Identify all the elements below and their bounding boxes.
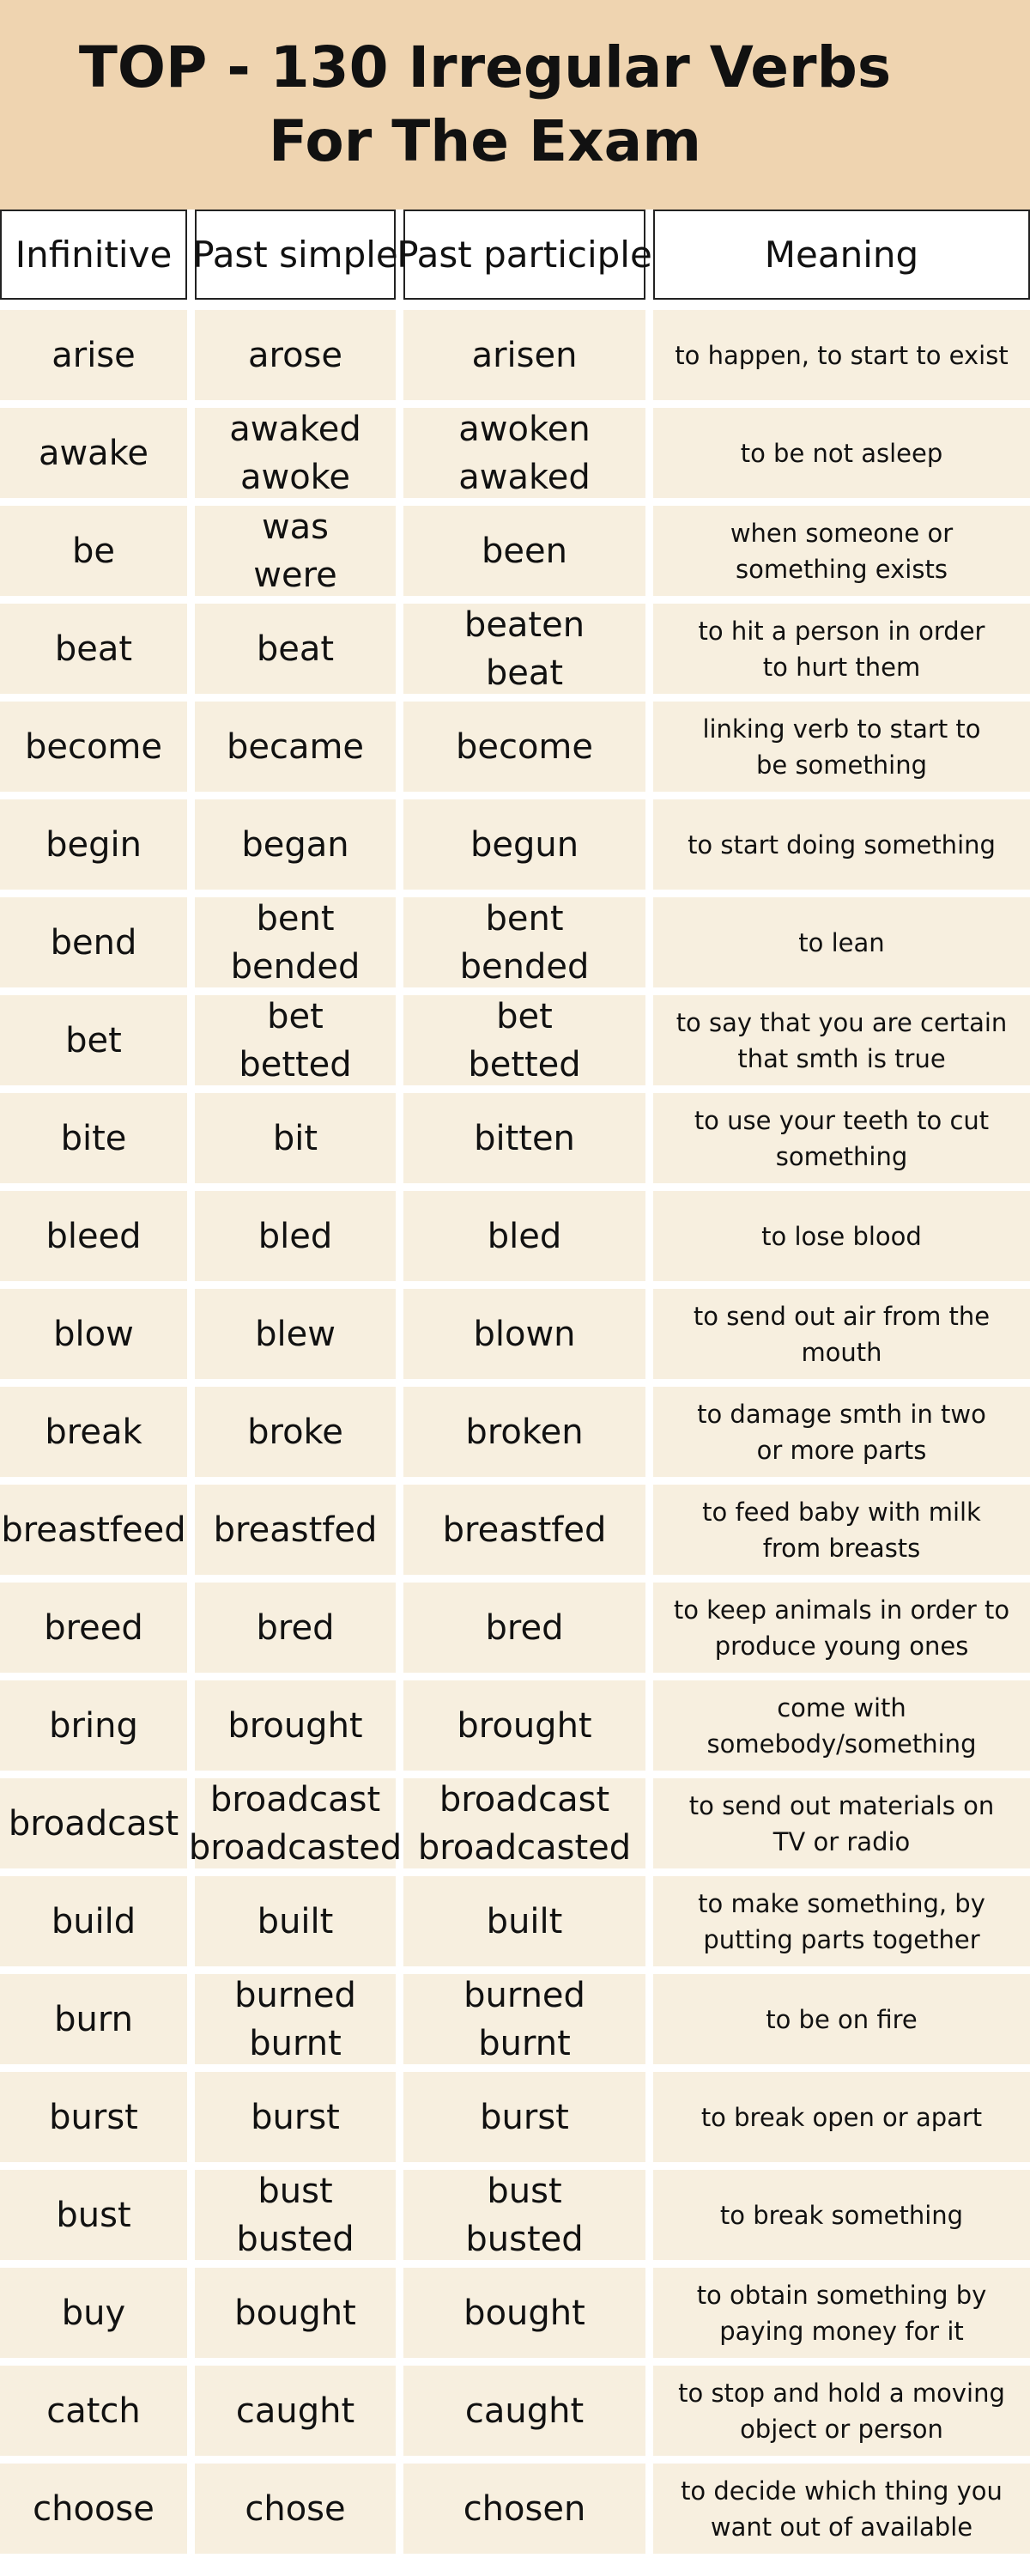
cell-infinitive-text: build <box>51 1901 136 1941</box>
cell-past-participle <box>403 1680 645 1771</box>
cell-meaning <box>653 506 1030 596</box>
cell-infinitive-text: bite <box>60 1118 127 1158</box>
cell-meaning <box>653 2072 1030 2162</box>
cell-past-simple-text: bust <box>258 2171 333 2211</box>
cell-meaning-text: mouth <box>801 1337 882 1367</box>
cell-meaning-text: to be on fire <box>766 2004 918 2034</box>
cell-infinitive <box>0 2170 187 2260</box>
cell-infinitive-text: break <box>45 1412 142 1452</box>
cell-meaning-text: when someone or <box>730 518 954 548</box>
cell-past-participle-text: breastfed <box>442 1510 607 1550</box>
cell-meaning-text: to obtain something by <box>696 2280 987 2310</box>
cell-past-simple-text: built <box>257 1901 334 1941</box>
cell-meaning <box>653 897 1030 987</box>
cell-past-simple-text: bought <box>234 2293 356 2333</box>
cell-meaning-text: come with <box>777 1692 906 1722</box>
cell-past-participle <box>403 1093 645 1183</box>
cell-past-simple <box>195 1191 396 1281</box>
cell-infinitive-text: burst <box>49 2097 138 2137</box>
cell-infinitive <box>0 1387 187 1477</box>
cell-past-participle <box>403 1485 645 1575</box>
column-header-infinitive: Infinitive <box>0 210 187 300</box>
cell-past-participle <box>403 604 645 694</box>
cell-past-participle <box>403 1974 645 2064</box>
cell-past-simple-text: bit <box>272 1118 318 1158</box>
cell-past-simple-text: burned <box>234 1975 356 2015</box>
cell-infinitive <box>0 2268 187 2358</box>
cell-infinitive <box>0 1583 187 1673</box>
cell-past-simple <box>195 1093 396 1183</box>
cell-past-simple-text: bended <box>230 946 360 987</box>
cell-past-simple-text: was <box>261 507 330 547</box>
cell-past-participle-text: busted <box>465 2219 584 2259</box>
cell-infinitive-text: be <box>72 531 115 571</box>
cell-past-simple-text: breastfed <box>213 1510 378 1550</box>
cell-past-simple-text: became <box>226 726 365 767</box>
cell-meaning <box>653 1289 1030 1379</box>
cell-past-participle <box>403 1583 645 1673</box>
cell-infinitive <box>0 1485 187 1575</box>
cell-meaning <box>653 2170 1030 2260</box>
cell-past-simple <box>195 2366 396 2456</box>
cell-past-participle <box>403 2464 645 2554</box>
cell-meaning-text: something <box>775 1141 908 1171</box>
cell-infinitive-text: broadcast <box>8 1803 179 1844</box>
cell-past-participle-text: broadcast <box>439 1779 610 1820</box>
cell-infinitive-text: breastfeed <box>1 1510 186 1550</box>
cell-meaning-text: or more parts <box>756 1435 927 1465</box>
cell-past-participle <box>403 995 645 1085</box>
cell-past-participle-text: chosen <box>463 2488 586 2529</box>
column-header-past-participle: Past participle <box>403 210 645 300</box>
cell-past-participle-text: caught <box>464 2391 585 2431</box>
cell-infinitive-text: awake <box>38 433 149 473</box>
cell-infinitive <box>0 1191 187 1281</box>
cell-past-participle-text: bet <box>496 996 553 1036</box>
cell-meaning-text: to decide which thing you <box>681 2476 1003 2506</box>
cell-past-participle-text: blown <box>473 1314 576 1354</box>
cell-past-simple <box>195 1680 396 1771</box>
cell-past-simple-text: awoke <box>239 457 351 497</box>
cell-meaning <box>653 408 1030 498</box>
cell-meaning <box>653 1778 1030 1868</box>
cell-infinitive <box>0 702 187 792</box>
cell-infinitive-text: bet <box>65 1020 122 1060</box>
cell-past-participle-text: bred <box>485 1607 564 1648</box>
cell-past-participle <box>403 506 645 596</box>
cell-past-participle-text: bitten <box>474 1118 575 1158</box>
cell-infinitive <box>0 604 187 694</box>
cell-meaning-text: putting parts together <box>703 1924 980 1954</box>
cell-past-simple <box>195 2268 396 2358</box>
cell-past-simple-text: burst <box>251 2097 340 2137</box>
cell-past-participle <box>403 702 645 792</box>
cell-past-simple-text: busted <box>236 2219 354 2259</box>
cell-meaning-text: something exists <box>736 554 948 584</box>
column-header-past-simple: Past simple <box>195 210 396 300</box>
cell-infinitive-text: arise <box>52 335 136 375</box>
cell-past-simple-text: betted <box>239 1044 352 1084</box>
cell-past-participle <box>403 2170 645 2260</box>
cell-infinitive-text: bust <box>56 2195 131 2235</box>
cell-meaning-text: from breasts <box>762 1533 921 1563</box>
cell-past-participle-text: beaten <box>464 605 585 645</box>
cell-infinitive <box>0 2366 187 2456</box>
cell-infinitive <box>0 310 187 400</box>
cell-past-simple <box>195 1289 396 1379</box>
cell-meaning <box>653 702 1030 792</box>
cell-meaning <box>653 310 1030 400</box>
title-line-1: TOP - 130 Irregular Verbs <box>78 34 892 100</box>
cell-meaning <box>653 1485 1030 1575</box>
cell-meaning-text: paying money for it <box>719 2316 964 2346</box>
cell-past-participle-text: burned <box>464 1975 585 2015</box>
cell-past-participle-text: burst <box>480 2097 569 2137</box>
cell-past-participle <box>403 310 645 400</box>
cell-infinitive-text: bend <box>50 922 137 963</box>
cell-past-simple <box>195 1876 396 1966</box>
cell-meaning <box>653 799 1030 890</box>
cell-past-simple-text: burnt <box>249 2023 342 2063</box>
cell-infinitive-text: bleed <box>45 1216 142 1256</box>
cell-past-simple-text: caught <box>235 2391 355 2431</box>
cell-past-simple-text: began <box>241 824 349 865</box>
cell-meaning-text: to keep animals in order to <box>673 1595 1010 1625</box>
cell-infinitive-text: begin <box>45 824 142 865</box>
cell-infinitive <box>0 995 187 1085</box>
cell-infinitive-text: breed <box>44 1607 143 1648</box>
cell-meaning <box>653 2268 1030 2358</box>
cell-past-participle <box>403 1778 645 1868</box>
cell-meaning-text: to break something <box>719 2200 964 2230</box>
cell-meaning-text: to say that you are certain <box>676 1007 1008 1037</box>
cell-infinitive <box>0 2464 187 2554</box>
cell-meaning <box>653 2366 1030 2456</box>
cell-meaning <box>653 1680 1030 1771</box>
cell-past-simple-text: were <box>253 555 337 595</box>
cell-past-participle-text: become <box>455 726 594 767</box>
cell-meaning-text: to feed baby with milk <box>702 1497 981 1527</box>
cell-infinitive-text: choose <box>33 2488 154 2529</box>
cell-past-simple-text: bred <box>256 1607 335 1648</box>
cell-meaning-text: to be not asleep <box>740 438 943 468</box>
cell-infinitive-text: catch <box>46 2391 141 2431</box>
cell-past-participle <box>403 1191 645 1281</box>
cell-past-simple-text: brought <box>227 1705 363 1746</box>
cell-past-participle-text: bought <box>464 2293 585 2333</box>
cell-past-simple <box>195 702 396 792</box>
column-header-meaning: Meaning <box>653 210 1030 300</box>
cell-meaning <box>653 1583 1030 1673</box>
cell-meaning-text: be something <box>755 750 927 780</box>
cell-past-simple <box>195 2170 396 2260</box>
cell-infinitive-text: buy <box>61 2293 126 2333</box>
cell-meaning-text: linking verb to start to <box>702 714 981 744</box>
cell-infinitive <box>0 1974 187 2064</box>
cell-past-participle <box>403 1387 645 1477</box>
cell-past-participle <box>403 2366 645 2456</box>
cell-infinitive <box>0 1093 187 1183</box>
cell-past-participle <box>403 2268 645 2358</box>
cell-infinitive-text: bring <box>49 1705 138 1746</box>
cell-past-participle-text: begun <box>470 824 579 865</box>
cell-infinitive-text: blow <box>53 1314 134 1354</box>
cell-meaning-text: want out of available <box>710 2512 973 2542</box>
cell-past-simple <box>195 1485 396 1575</box>
cell-meaning-text: to hit a person in order <box>698 616 985 646</box>
cell-past-simple-text: arose <box>248 335 342 375</box>
cell-past-simple <box>195 799 396 890</box>
cell-meaning <box>653 2464 1030 2554</box>
cell-infinitive-text: burn <box>54 1999 133 2039</box>
cell-past-participle-text: betted <box>468 1044 581 1084</box>
cell-past-simple-text: bent <box>256 898 335 939</box>
cell-past-participle-text: bent <box>485 898 564 939</box>
cell-past-simple <box>195 506 396 596</box>
cell-past-participle <box>403 2072 645 2162</box>
cell-past-participle <box>403 897 645 987</box>
cell-meaning-text: to damage smth in two <box>697 1399 986 1429</box>
cell-past-simple <box>188 1778 403 1868</box>
cell-past-participle-text: burnt <box>478 2023 571 2063</box>
cell-past-participle-text: been <box>482 531 567 571</box>
cell-past-participle-text: awoken <box>458 409 591 449</box>
cell-infinitive <box>0 1778 187 1868</box>
cell-past-simple <box>195 2464 396 2554</box>
cell-meaning-text: to lean <box>798 927 885 957</box>
cell-past-participle-text: awaked <box>458 457 591 497</box>
cell-past-participle <box>403 1876 645 1966</box>
cell-infinitive <box>0 799 187 890</box>
cell-meaning-text: object or person <box>740 2414 943 2444</box>
cell-past-simple-text: beat <box>256 629 335 669</box>
cell-meaning-text: to break open or apart <box>700 2102 983 2132</box>
cell-past-participle <box>403 799 645 890</box>
cell-infinitive <box>0 1289 187 1379</box>
cell-infinitive <box>0 1680 187 1771</box>
cell-past-participle-text: arisen <box>471 335 578 375</box>
cell-past-participle-text: brought <box>457 1705 592 1746</box>
cell-past-simple <box>195 897 396 987</box>
cell-past-simple <box>195 2072 396 2162</box>
cell-past-simple <box>195 1974 396 2064</box>
cell-meaning-text: to lose blood <box>761 1221 922 1251</box>
cell-past-simple-text: awaked <box>229 409 361 449</box>
cell-past-simple-text: broadcasted <box>188 1827 403 1868</box>
cell-meaning-text: produce young ones <box>714 1631 969 1661</box>
cell-past-participle-text: built <box>486 1901 563 1941</box>
cell-past-simple <box>195 1583 396 1673</box>
cell-infinitive-text: beat <box>54 629 133 669</box>
cell-past-participle-text: beat <box>485 653 564 693</box>
cell-meaning <box>653 1093 1030 1183</box>
cell-past-participle-text: broadcasted <box>417 1827 632 1868</box>
cell-meaning-text: to make something, by <box>698 1888 985 1918</box>
cell-past-simple-text: broadcast <box>209 1779 381 1820</box>
cell-past-simple <box>195 995 396 1085</box>
cell-meaning-text: to send out air from the <box>693 1301 991 1331</box>
cell-past-simple <box>195 1387 396 1477</box>
cell-infinitive <box>0 897 187 987</box>
cell-meaning-text: to send out materials on <box>688 1790 995 1820</box>
cell-infinitive <box>0 2072 187 2162</box>
cell-past-simple-text: chose <box>245 2488 346 2529</box>
cell-past-simple-text: broke <box>247 1412 343 1452</box>
cell-meaning-text: that smth is true <box>737 1043 946 1073</box>
cell-past-simple <box>195 604 396 694</box>
cell-past-simple-text: bled <box>258 1216 333 1256</box>
cell-meaning <box>653 1191 1030 1281</box>
cell-infinitive <box>0 408 187 498</box>
cell-past-participle-text: broken <box>465 1412 584 1452</box>
cell-meaning-text: somebody/something <box>706 1728 977 1759</box>
title-line-2: For The Exam <box>269 108 701 174</box>
cell-meaning <box>653 604 1030 694</box>
cell-past-participle <box>403 408 645 498</box>
cell-meaning-text: to use your teeth to cut <box>694 1105 990 1135</box>
cell-past-simple-text: bet <box>267 996 324 1036</box>
cell-past-simple <box>195 310 396 400</box>
cell-past-participle-text: bust <box>487 2171 562 2211</box>
cell-past-participle <box>403 1289 645 1379</box>
cell-past-participle-text: bended <box>459 946 590 987</box>
cell-meaning-text: to hurt them <box>762 652 921 682</box>
cell-meaning-text: to start doing something <box>688 829 996 860</box>
cell-meaning <box>653 995 1030 1085</box>
cell-past-simple-text: blew <box>255 1314 336 1354</box>
cell-past-participle-text: bled <box>487 1216 562 1256</box>
cell-meaning-text: TV or radio <box>772 1826 911 1856</box>
cell-meaning <box>653 1876 1030 1966</box>
cell-infinitive <box>0 1876 187 1966</box>
cell-infinitive-text: become <box>24 726 163 767</box>
cell-meaning <box>653 1974 1030 2064</box>
cell-past-simple <box>195 408 396 498</box>
cell-meaning <box>653 1387 1030 1477</box>
cell-infinitive <box>0 506 187 596</box>
cell-meaning-text: to happen, to start to exist <box>675 340 1009 370</box>
cell-meaning-text: to stop and hold a moving <box>678 2378 1005 2408</box>
